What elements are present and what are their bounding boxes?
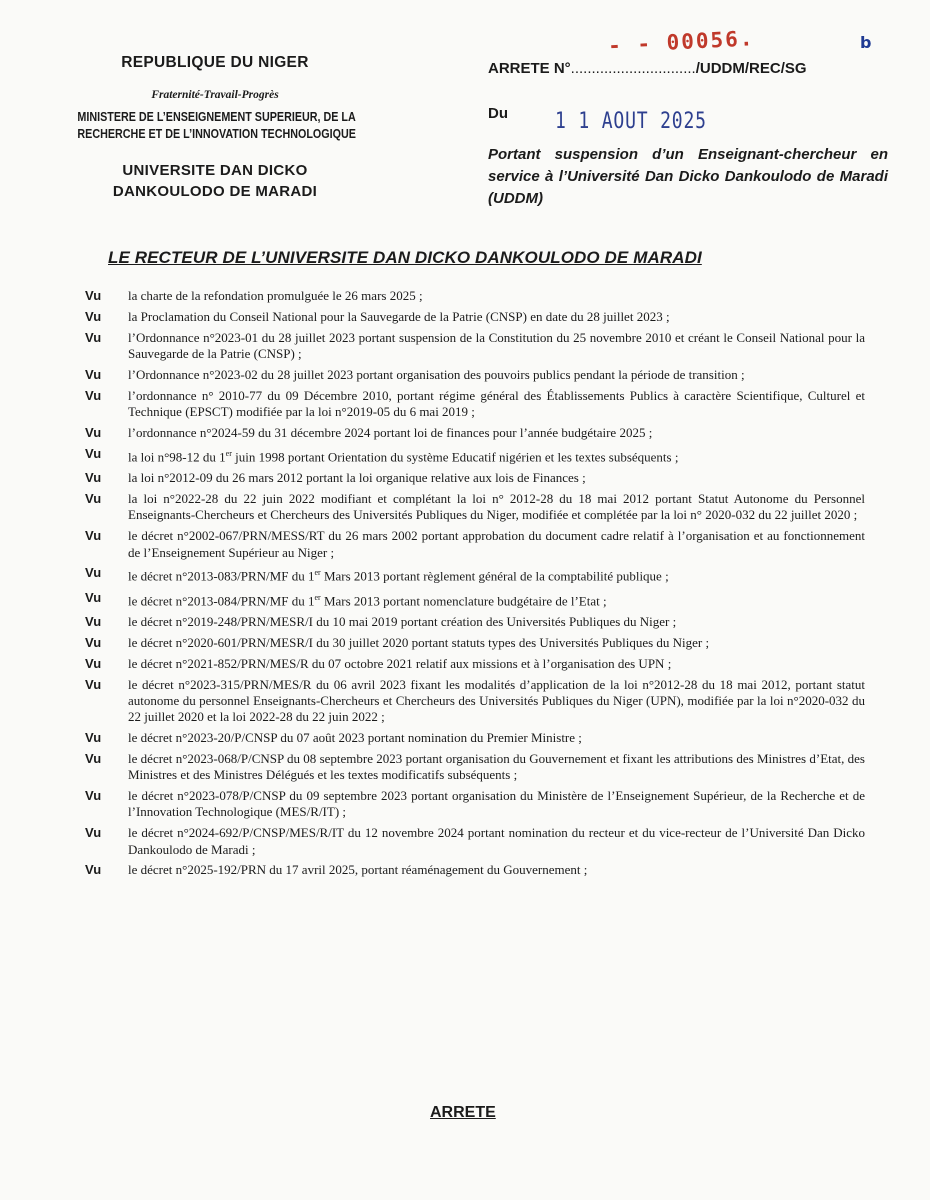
vu-label: Vu xyxy=(85,634,102,650)
university-name xyxy=(55,160,375,202)
consideration-item xyxy=(85,309,865,325)
consideration-text: le décret n°2023-068/P/CNSP du 08 septembre 2023 portant organisation du Gouvernement et fixant les attributions des Ministres d’Etat, des Ministres et des Ministres Délégués et les textes modificatifs subséquents ; xyxy=(128,750,865,783)
issuer-header xyxy=(55,54,375,202)
consideration-item xyxy=(85,590,865,610)
considerations-list xyxy=(85,288,865,883)
consideration-item xyxy=(85,635,865,651)
date-stamp: 1 1 AOUT 2025 xyxy=(555,109,707,134)
consideration-text: l’ordonnance n° 2010-77 du 09 Décembre 2010, portant régime général des Établissements Publics à caractère Scientifique, Culturel et Technique (EPSCT) modifiée par la loi n°2019-05 du 6 mai 2019 ; xyxy=(128,387,865,420)
consideration-item xyxy=(85,751,865,784)
consideration-text: la loi n°2012-09 du 26 mars 2012 portant la loi organique relative aux lois de Finances ; xyxy=(128,470,586,486)
vu-label: Vu xyxy=(85,788,102,804)
consideration-text: la loi n°2022-28 du 22 juin 2022 modifiant et complétant la loi n° 2012-28 du 18 mai 2012 portant Statut Autonome du Personnel Enseignants-Chercheurs et Chercheurs des Universités Publiques du Niger, modifiée et complétée par la loi n° 2020-032 du 22 juillet 2020 ; xyxy=(128,491,865,523)
consideration-text: le décret n°2024-692/P/CNSP/MES/R/IT du 12 novembre 2024 portant nomination du recteur et du vice-recteur de l’Université Dan Dicko Dankoulodo de Maradi ; xyxy=(128,825,865,857)
vu-label: Vu xyxy=(85,862,102,878)
vu-label: Vu xyxy=(85,470,102,486)
handwritten-mark: b xyxy=(860,33,872,52)
consideration-item xyxy=(85,491,865,524)
vu-label: Vu xyxy=(85,491,102,507)
vu-label: Vu xyxy=(85,613,102,629)
ministry-line-2: RECHERCHE ET DE L’INNOVATION TECHNOLOGIQUE xyxy=(77,127,356,141)
vu-label: Vu xyxy=(85,445,102,461)
vu-label: Vu xyxy=(85,589,102,605)
date-label: Du xyxy=(488,105,508,122)
vu-label: Vu xyxy=(85,308,102,324)
consideration-text: le décret n°2023-078/P/CNSP du 09 septembre 2023 portant organisation du Ministère de l’Enseignement Supérieur, de la Recherche et de l’Innovation Technologique (MES/R/IT) ; xyxy=(128,788,865,820)
vu-label: Vu xyxy=(85,676,102,692)
decree-number-stamp: - - 00056. xyxy=(607,26,755,58)
vu-label: Vu xyxy=(85,750,102,766)
consideration-item xyxy=(85,677,865,726)
consideration-text: le décret n°2013-083/PRN/MF du 1er Mars 2013 portant règlement général de la comptabilité publique ; xyxy=(128,568,669,584)
consideration-item xyxy=(85,330,865,363)
vu-label: Vu xyxy=(85,425,102,441)
vu-label: Vu xyxy=(85,387,102,403)
consideration-item xyxy=(85,446,865,466)
consideration-text: l’Ordonnance n°2023-02 du 28 juillet 2023 portant organisation des pouvoirs publics pendant la période de transition ; xyxy=(128,366,745,382)
decree-number-line xyxy=(488,26,872,77)
vu-label: Vu xyxy=(85,329,102,345)
ministry-line-1: MINISTERE DE L’ENSEIGNEMENT SUPERIEUR, DE LA xyxy=(77,110,356,124)
consideration-text: le décret n°2021-852/PRN/MES/R du 07 octobre 2021 relatif aux missions et à l’organisation des UPN ; xyxy=(128,655,672,671)
consideration-item xyxy=(85,788,865,821)
consideration-text: la Proclamation du Conseil National pour la Sauvegarde de la Patrie (CNSP) en date du 28 juillet 2023 ; xyxy=(128,308,670,324)
vu-label: Vu xyxy=(85,288,102,303)
decree-number-prefix: ARRETE N° xyxy=(488,60,571,77)
decree-number-suffix: /UDDM/REC/SG xyxy=(695,60,807,77)
consideration-text: le décret n°2025-192/PRN du 17 avril 2025, portant réaménagement du Gouvernement ; xyxy=(128,862,588,878)
vu-label: Vu xyxy=(85,655,102,671)
arrete-heading: ARRETE xyxy=(430,1104,496,1121)
consideration-text: la charte de la refondation promulguée le 26 mars 2025 ; xyxy=(128,288,423,303)
vu-label: Vu xyxy=(85,366,102,382)
consideration-item xyxy=(85,470,865,486)
consideration-item xyxy=(85,862,865,878)
consideration-item xyxy=(85,388,865,421)
university-line-2: DANKOULODO DE MARADI xyxy=(112,183,318,200)
consideration-text: le décret n°2002-067/PRN/MESS/RT du 26 mars 2002 portant approbation du document cadre relatif à l’organisation et au fonctionnement de l’Enseignement Supérieur au Niger ; xyxy=(128,528,865,560)
consideration-text: le décret n°2019-248/PRN/MESR/I du 10 mai 2019 portant création des Universités Publiques du Niger ; xyxy=(128,613,677,629)
consideration-item xyxy=(85,528,865,561)
vu-label: Vu xyxy=(85,730,102,746)
university-line-1: UNIVERSITE DAN DICKO xyxy=(122,162,308,179)
consideration-item xyxy=(85,367,865,383)
decree-number-dots: .............................. xyxy=(570,60,696,77)
consideration-item xyxy=(85,614,865,630)
consideration-text: le décret n°2020-601/PRN/MESR/I du 30 juillet 2020 portant statuts types des Universités Publiques du Niger ; xyxy=(128,634,710,650)
republic-name: REPUBLIQUE DU NIGER xyxy=(121,54,309,71)
national-motto: Fraternité-Travail-Progrès xyxy=(151,89,279,101)
consideration-item xyxy=(85,656,865,672)
vu-label: Vu xyxy=(85,565,102,581)
consideration-item xyxy=(85,730,865,746)
consideration-text: l’Ordonnance n°2023-01 du 28 juillet 2023 portant suspension de la Constitution du 25 novembre 2010 et créant le Conseil National pour la Sauvegarde de la Patrie (CNSP) ; xyxy=(128,329,865,362)
consideration-item xyxy=(85,825,865,858)
consideration-text: le décret n°2023-315/PRN/MES/R du 06 avril 2023 fixant les modalités d’application de la loi n°2012-28 du 18 mai 2012, portant statut autonome du personnel Enseignants-Chercheurs et Chercheurs des Universités Publiques du Niger (UPN), modifiée par la loi n°2020-032 du 22 juillet 2020 et la loi 2022-28 du 22 juin 2022 ; xyxy=(128,676,865,725)
consideration-item xyxy=(85,565,865,585)
consideration-item xyxy=(85,288,865,304)
vu-label: Vu xyxy=(85,825,102,841)
decree-subject: Portant suspension d’un Enseignant-chercheur en service à l’Université Dan Dicko Dankoulodo de Maradi (UDDM) xyxy=(488,146,888,207)
consideration-item xyxy=(85,425,865,441)
consideration-text: le décret n°2023-20/P/CNSP du 07 août 2023 portant nomination du Premier Ministre ; xyxy=(128,730,582,746)
vu-label: Vu xyxy=(85,528,102,544)
consideration-text: la loi n°98-12 du 1er juin 1998 portant Orientation du système Educatif nigérien et les textes subséquents ; xyxy=(128,448,679,465)
consideration-text: le décret n°2013-084/PRN/MF du 1er Mars 2013 portant nomenclature budgétaire de l’Etat ; xyxy=(128,592,607,608)
consideration-text: l’ordonnance n°2024-59 du 31 décembre 2024 portant loi de finances pour l’année budgétaire 2025 ; xyxy=(128,425,653,441)
rector-title: LE RECTEUR DE L’UNIVERSITE DAN DICKO DANKOULODO DE MARADI xyxy=(108,248,702,267)
ministry-name xyxy=(77,109,356,143)
